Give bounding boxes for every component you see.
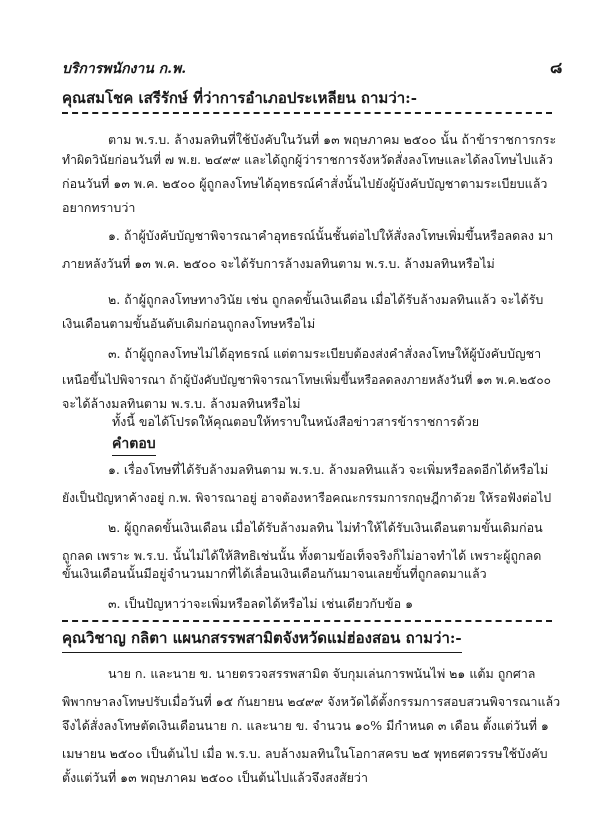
- paragraph-line: ขั้นเงินเดือนนั้นมีอยู่จำนวนมากที่ได้เลื่อนเงินเดือนกันมาจนเลยขั้นที่ถูกลดมาแล้ว: [62, 566, 487, 581]
- paragraph-line: ยังเป็นปัญหาค้างอยู่ ก.พ. พิจารณาอยู่ อาจต้องหารือคณะกรรมการกฤษฎีกาด้วย ให้รอฟังต่อไป: [62, 491, 552, 505]
- answer-item-2: ๒. ผู้ถูกลดขั้นเงินเดือน เมื่อได้รับล้างมลทิน ไม่ทำให้ได้รับเงินเดือนตามขั้นเดิมก่อน: [108, 520, 543, 535]
- paragraph-line: อยากทราบว่า: [62, 200, 136, 215]
- paragraph-line: ภายหลังวันที่ ๑๓ พ.ค. ๒๕๐๐ จะได้รับการล้างมลทินตาม พ.ร.บ. ล้างมลทินหรือไม่: [62, 256, 495, 271]
- paragraph-line: เมษายน ๒๕๐๐ เป็นต้นไป เมื่อ พ.ร.บ. ลบล้างมลทินในโอกาสครบ ๒๕ พุทธศตวรรษใช้บังคับ: [62, 746, 548, 761]
- paragraph-line: ตาม พ.ร.บ. ล้างมลทินที่ใช้บังคับในวันที่ ๑๓ พฤษภาคม ๒๕๐๐ นั้น ถ้าข้าราชการกระ: [108, 132, 557, 147]
- paragraph-line: ก่อนวันที่ ๑๓ พ.ค. ๒๕๐๐ ผู้ถูกลงโทษได้อุทธรณ์คำสั่งนั้นไปยังผู้บังคับบัญชาตามระเบียบแล้ว: [62, 176, 548, 191]
- paragraph-line: ตั้งแต่วันที่ ๑๓ พฤษภาคม ๒๕๐๐ เป็นต้นไปแล้วจึงสงสัยว่า: [62, 770, 368, 785]
- question-heading-2: คุณวิชาญ กลิตา แผนกสรรพสามิตจังหวัดแม่ฮ่องสอน ถามว่า:-: [62, 626, 462, 653]
- answer-title: คำตอบ: [112, 433, 156, 456]
- question-item-2: ๒. ถ้าผู้ถูกลงโทษทางวินัย เช่น ถูกลดขั้นเงินเดือน เมื่อได้รับล้างมลทินแล้ว จะได้รับ: [108, 292, 544, 307]
- paragraph-line: เงินเดือนตามขั้นอันดับเดิมก่อนถูกลงโทษหรือไม่: [62, 316, 316, 331]
- running-header: บริการพนักงาน ก.พ.: [62, 61, 187, 77]
- paragraph-line: เหนือขึ้นไปพิจารณา ถ้าผู้บังคับบัญชาพิจารณาโทษเพิ่มขึ้นหรือลดลงภายหลังวันที่ ๑๓ พ.ค.๒๕๐๐: [62, 373, 551, 387]
- paragraph-line: ทำผิดวินัยก่อนวันที่ ๗ พ.ย. ๒๔๙๙ และได้ถูกผู้ว่าราชการจังหวัดสั่งลงโทษและได้ลงโทษไปแล้ว: [62, 153, 553, 167]
- paragraph-line: พิพากษาลงโทษปรับเมื่อวันที่ ๑๕ กันยายน ๒๔๙๙ จังหวัดได้ตั้งกรรมการสอบสวนพิจารณาแล้ว: [62, 694, 561, 709]
- paragraph-line: จะได้ล้างมลทินตาม พ.ร.บ. ล้างมลทินหรือไม่: [62, 396, 301, 411]
- section-divider: [62, 620, 552, 622]
- answer-item-3: ๓. เป็นปัญหาว่าจะเพิ่มหรือลดได้หรือไม่ เช่นเดียวกับข้อ ๑: [108, 596, 414, 611]
- question-item-3: ๓. ถ้าผู้ถูกลงโทษไม่ได้อุทธรณ์ แต่ตามระเบียบต้องส่งคำสั่งลงโทษให้ผู้บังคับบัญชา: [108, 346, 542, 361]
- paragraph-line: นาย ก. และนาย ข. นายตรวจสรรพสามิต จับกุมเล่นการพนันไพ่ ๒๑ แต้ม ถูกศาล: [108, 666, 536, 681]
- question-item-1: ๑. ถ้าผู้บังคับบัญชาพิจารณาคำอุทธรณ์นั้นชั้นต่อไปให้สั่งลงโทษเพิ่มขึ้นหรือลดลง มา: [108, 228, 554, 243]
- closing-request: ทั้งนี้ ขอได้โปรดให้คุณตอบให้ทราบในหนังสือข่าวสารข้าราชการด้วย: [112, 414, 480, 429]
- paragraph-line: ถูกลด เพราะ พ.ร.บ. นั้นไม่ได้ให้สิทธิเช่นนั้น ทั้งตามข้อเท็จจริงก็ไม่อาจทำได้ เพราะผู้ถูกลด: [62, 548, 542, 563]
- paragraph-line: จึงได้สั่งลงโทษตัดเงินเดือนนาย ก. และนาย ข. จำนวน ๑๐% มีกำหนด ๓ เดือน ตั้งแต่วันที่ ๑: [62, 718, 549, 733]
- answer-item-1: ๑. เรื่องโทษที่ได้รับล้างมลทินตาม พ.ร.บ. ล้างมลทินแล้ว จะเพิ่มหรือลดอีกได้หรือไม่: [108, 462, 549, 477]
- question-heading-1: คุณสมโชค เสรีรักษ์ ที่ว่าการอำเภอประเหลียน ถามว่า:-: [62, 86, 552, 114]
- page-number: ๘: [550, 58, 563, 77]
